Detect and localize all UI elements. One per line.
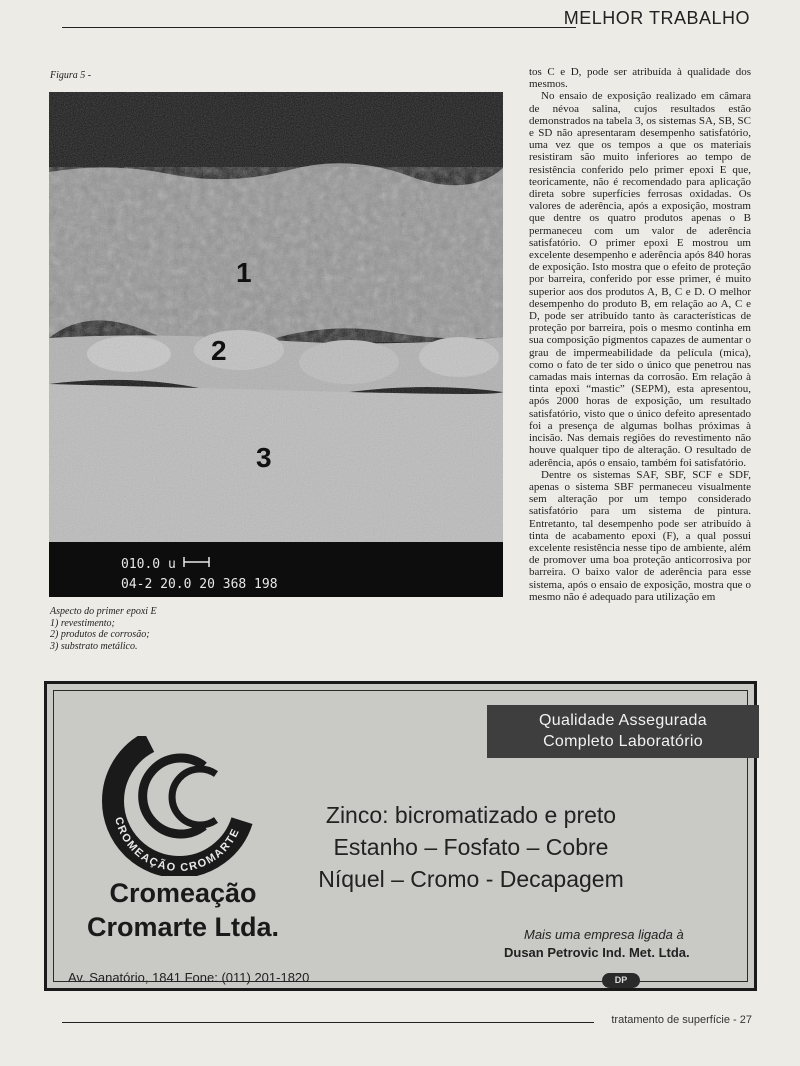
- advertisement: [44, 681, 757, 991]
- company-name-line: Cromeação: [109, 878, 257, 908]
- logo-ring-text: CROMEAÇÃO CROMARTE: [112, 815, 243, 875]
- caption-title: Aspecto do primer epoxi E: [50, 606, 157, 617]
- services-list: [286, 799, 656, 895]
- company-address: Av. Sanatório, 1841 Fone: (011) 201-1820: [68, 970, 310, 985]
- article-column: [529, 66, 751, 650]
- quality-line: Qualidade Assegurada: [539, 712, 707, 729]
- article-paragraph: tos C e D, pode ser atribuída à qualidade dos mesmos.: [529, 66, 751, 91]
- layer-label-1: 1: [236, 257, 252, 288]
- service-line: Estanho – Fosfato – Cobre: [333, 834, 609, 860]
- tagline: Mais uma empresa ligada à: [524, 927, 684, 942]
- section-title: MELHOR TRABALHO: [563, 8, 750, 28]
- quality-line: Completo Laboratório: [543, 733, 703, 750]
- micrograph-info-text: 04-2 20.0 20 368 198: [121, 577, 278, 592]
- company-name: [68, 876, 298, 944]
- service-line: Níquel – Cromo - Decapagem: [318, 866, 624, 892]
- ad-inner-frame: [53, 690, 748, 985]
- quality-box: [487, 705, 759, 758]
- article-paragraph: Dentre os sistemas SAF, SBF, SCF e SDF, apenas o sistema SBF permaneceu visualmente sem alteração por um tempo considerado satisfatório para um sistema de pintura. Entretanto, tal desempenho pode ser atribuído à tinta de acabamento epoxi (F), a qual possui excelente resistência nesse tipo de ambiente, além de promover uma boa proteção anticorrosiva por barreira. O baixo valor de aderência para esse sistema, após o ensaio de exposição, mostra que o mesmo não é adequado para utilização em: [529, 468, 751, 603]
- footer-rule: [62, 1022, 594, 1023]
- footer-page-text: tratamento de superfície - 27: [611, 1014, 752, 1026]
- micrograph-image: [49, 92, 503, 597]
- parent-company: Dusan Petrovic Ind. Met. Ltda.: [504, 945, 690, 960]
- caption-item: 2) produtos de corrosão;: [50, 629, 150, 640]
- article-paragraph: No ensaio de exposição realizado em câmara de névoa salina, cujos resultados estão demonstrados na tabela 3, os sistemas SA, SB, SC e SD não apresentaram desempenho satisfatório, uma vez que os tempos a que os materiais resistiram são muito inferiores ao tempo de resistência conferido pelo primer epoxi E que, teoricamente, não é recomendado para aplicação direta sobre superfícies ferrosas oxidadas. Os valores de aderência, após a exposição, mostram que dentre os quatro produtos apenas o B permaneceu com um valor de aderência satisfatório. O primer epoxi E mostrou um excelente desempenho e aderência após 840 horas de exposição. Isto mostra que o efeito de proteção por barreira, conferido por esse primer, é muito superior aos dos produtos A, B, C e D. O melhor desempenho do produto B, em relação ao A, C e D, pode ser atribuído tanto às características de proteção por barreira, pois o mesmo continha em sua composição pigmentos capazes de aumentar o grau de impermeabilidade da película (mica), como o fato de ter sido o único que penetrou nas camadas mais internas da corrosão. Em relação à tinta epoxi “mastic” (SEPM), esta apresentou, após 2000 horas de exposição, um resultado satisfatório, visto que o único defeito apresentado foi a presença de algumas bolhas próximas à incisão. Nas demais regiões do revestimento não houve qualquer tipo de alteração. O resultado de aderência, após o ensaio, também foi satisfatório.: [529, 90, 751, 469]
- figure-label: Figura 5 -: [50, 70, 92, 81]
- service-line: Zinco: bicromatizado e preto: [325, 802, 617, 828]
- svg-text:CROMEAÇÃO CROMARTE: [112, 816, 242, 874]
- parent-company-logo: DP: [602, 973, 640, 988]
- layer-label-3: 3: [256, 442, 272, 473]
- header-rule: [62, 27, 576, 28]
- caption-item: 3) substrato metálico.: [50, 640, 138, 652]
- layer-label-2: 2: [211, 335, 227, 366]
- company-logo: [94, 736, 264, 876]
- figure-caption: [50, 606, 350, 652]
- company-name-line: Cromarte Ltda.: [86, 912, 280, 942]
- micrograph-scale-text: 010.0 u: [121, 557, 176, 572]
- caption-item: 1) revestimento;: [50, 617, 115, 629]
